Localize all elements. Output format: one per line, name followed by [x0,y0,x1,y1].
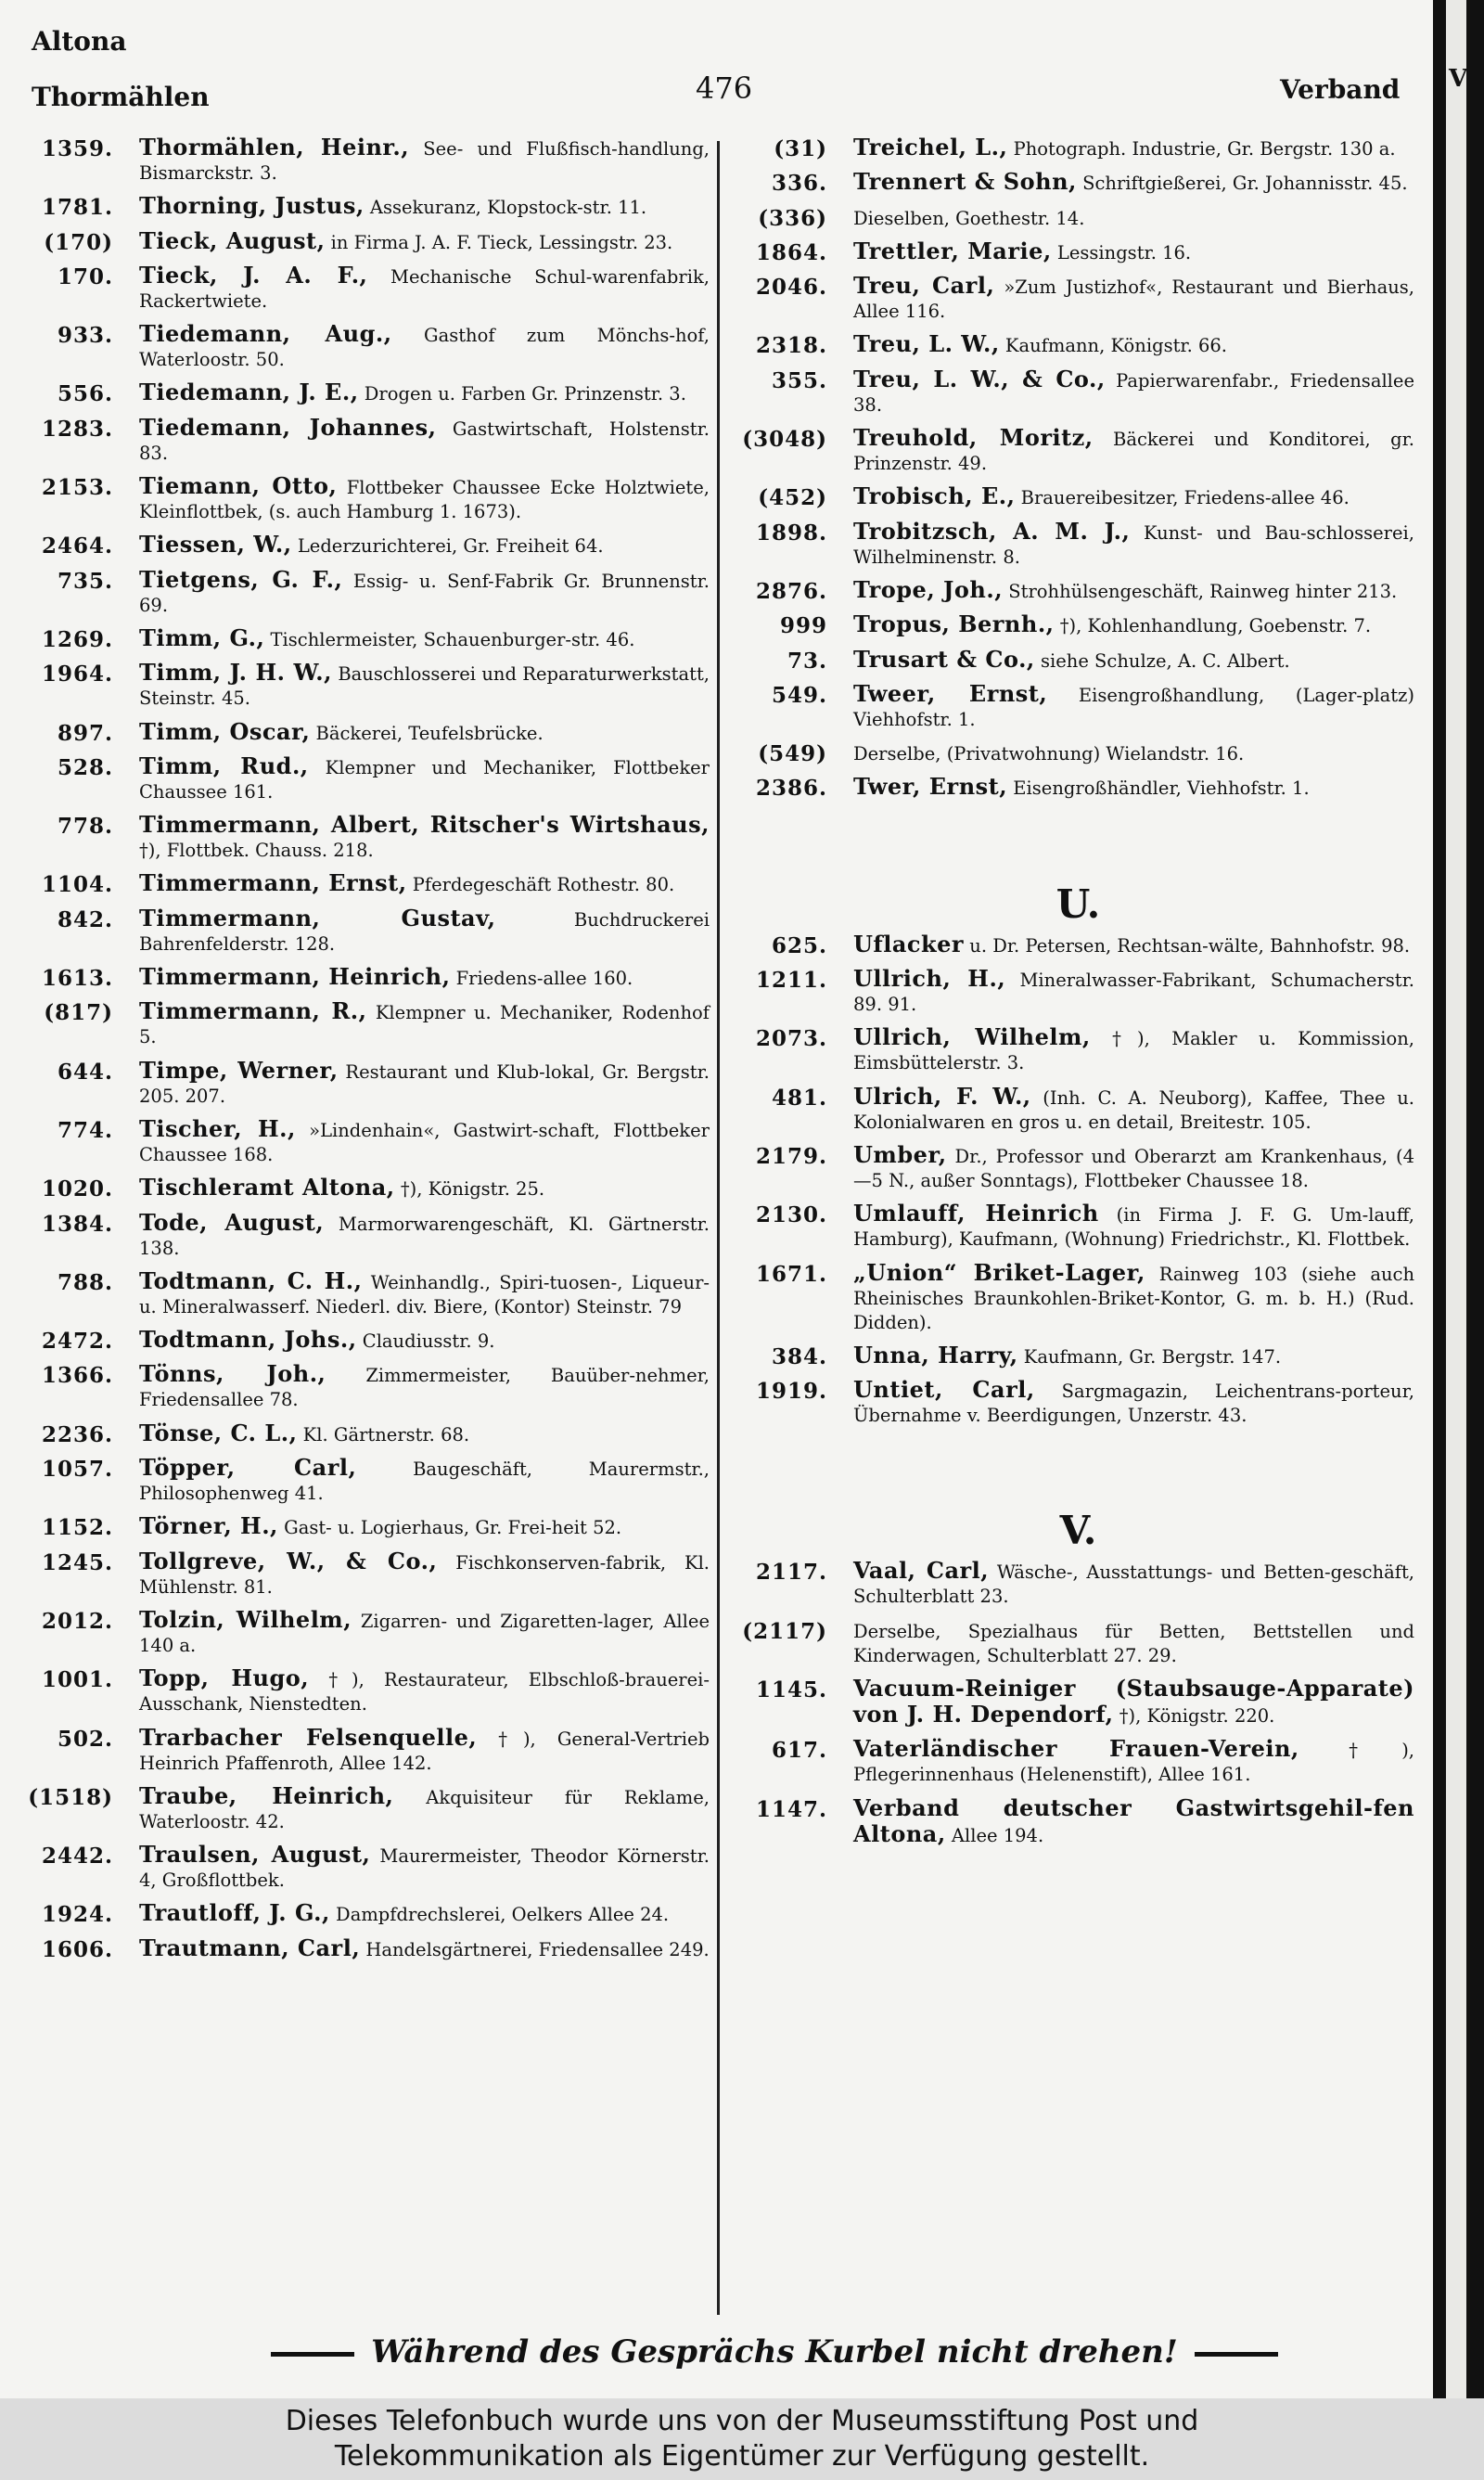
phone-number: 502. [57,1726,113,1752]
subscriber-details: Sargmagazin, Leichentrans-porteur, Übernahme v. Beerdigungen, Unzerstr. 43. [853,1381,1414,1427]
subscriber-name: Törner, H., [139,1512,278,1540]
directory-entry [742,205,1414,231]
subscriber-details: Handelsgärtnerei, Friedensallee 249. [360,1938,710,1960]
subscriber-details: †), Makler u. Kommission, Eimsbüttelerstr. 3. [853,1028,1414,1074]
phone-number: 1613. [41,966,113,992]
subscriber-details: †), General-Vertrieb Heinrich Pfaffenroth, Allee 142. [139,1728,710,1774]
subscriber-details: u. Dr. Petersen, Rechtsan-wälte, Bahnhofstr. 98. [964,934,1411,957]
phone-number: 2046. [755,275,827,301]
directory-entry [742,932,1414,958]
subscriber-details: Lessingstr. 16. [1051,241,1192,263]
page-number: 476 [696,71,753,106]
directory-entry [28,1514,710,1540]
subscriber-name: Treuhold, Moritz, [853,424,1094,452]
phone-number: 735. [57,568,113,594]
directory-entry [28,717,710,746]
subscriber-name: Treu, Carl, [853,272,995,300]
subscriber-name: Tischer, H., [139,1114,296,1142]
phone-number: (1518) [28,1784,113,1810]
subscriber-details: in Firma J. A. F. Tieck, Lessingstr. 23. [325,231,673,253]
subscriber-details: Lederzurichterei, Gr. Freiheit 64. [291,535,604,558]
subscriber-name: Tieck, J. A. F., [139,261,368,289]
subscriber-name: Timmermann, Heinrich, [139,963,451,991]
phone-number: 2386. [755,776,827,802]
directory-entry [28,871,710,897]
directory-entry [742,1737,1414,1787]
phone-number: 481. [771,1085,827,1111]
subscriber-name: Vacuum-Reiniger (Staubsauge-Apparate) von J. H. Dependorf, [853,1675,1414,1728]
subscriber-details: Rainweg 103 (siehe auch Rheinisches Braunkohlen-Briket-Kontor, G. m. b. H.) (Rud. Didden). [853,1263,1414,1333]
subscriber-name: Timm, Oscar, [139,717,311,745]
phone-number: 528. [57,754,113,780]
adjacent-page-edge [1433,0,1484,2398]
subscriber-name: Tweer, Ernst, [853,679,1048,707]
directory-entry [742,1677,1414,1728]
subscriber-name: Trusart & Co., [853,645,1035,673]
phone-number: 384. [771,1343,827,1369]
ownership-note-line-1: Dieses Telefonbuch wurde uns von der Museumsstiftung Post und [285,2405,1199,2437]
directory-entry [28,474,710,524]
subscriber-details: Tischlermeister, Schauenburger-str. 46. [264,628,635,650]
directory-entry [28,1208,710,1261]
subscriber-details: Photograph. Industrie, Gr. Bergstr. 130 a. [1007,138,1396,160]
directory-entry [742,1201,1414,1252]
subscriber-details: Eisengroßhändler, Viehhofstr. 1. [1007,777,1310,800]
phone-number: 355. [771,367,827,393]
phone-number: (817) [44,1000,113,1026]
directory-entry [742,517,1414,570]
subscriber-name: Umber, [853,1140,947,1168]
phone-number: 1924. [41,1902,113,1928]
banner-rule-left [271,2352,354,2357]
directory-entry [742,740,1414,766]
directory-entry [742,1082,1414,1135]
directory-entry [28,1421,710,1447]
subscriber-details: Gast- u. Logierhaus, Gr. Frei-heit 52. [277,1517,622,1539]
subscriber-details: See- und Flußfisch-handlung, Bismarckstr. 3. [139,138,710,184]
subscriber-details: Marmorwarengeschäft, Kl. Gärtnerstr. 138. [139,1213,710,1259]
left-column [28,135,710,1971]
directory-entry [742,645,1414,674]
directory-entry [742,775,1414,801]
subscriber-name: Tolzin, Wilhelm, [139,1605,352,1633]
directory-entry [28,194,710,220]
subscriber-name: Ullrich, H., [853,965,1006,993]
phone-number: 1104. [41,872,113,898]
phone-number: 2117. [755,1560,827,1586]
directory-entry [742,1559,1414,1609]
directory-entry [742,239,1414,265]
subscriber-details: Dieselben, Goethestr. 14. [853,207,1085,229]
subscriber-details: Allee 194. [945,1824,1044,1846]
phone-number: (3048) [742,427,827,453]
subscriber-details: Mechanische Schul-warenfabrik, Rackertwiete. [139,265,710,312]
directory-entry [28,813,710,863]
directory-entry [28,965,710,991]
subscriber-name: Timmermann, Albert, Ritscher's Wirtshaus, [139,811,710,839]
directory-entry [28,999,710,1049]
subscriber-details: Flottbeker Chaussee Ecke Holztwiete, Kleinflottbek, (s. auch Hamburg 1. 1673). [139,477,710,523]
subscriber-name: Trettler, Marie, [853,237,1052,264]
subscriber-details: Klempner und Mechaniker, Flottbeker Chaussee 161. [139,756,710,803]
subscriber-name: Tischleramt Altona, [139,1174,395,1201]
phone-number: 2012. [41,1608,113,1634]
subscriber-details: Dr., Professor und Oberarzt am Krankenhaus, (4—5 N., außer Sonntags), Flottbeker Chaussee 18. [853,1145,1414,1191]
subscriber-details: Fischkonserven-fabrik, Kl. Mühlenstr. 81. [139,1551,710,1598]
directory-entry [742,1618,1414,1668]
subscriber-name: Vaal, Carl, [853,1557,990,1585]
directory-entry [742,1793,1414,1848]
subscriber-name: Tiedemann, Johannes, [139,413,437,441]
subscriber-name: Timmermann, R., [139,997,367,1025]
subscriber-details: Brauereibesitzer, Friedens-allee 46. [1015,487,1350,509]
phone-number: 1898. [755,520,827,546]
subscriber-name: Ullrich, Wilhelm, [853,1023,1091,1051]
directory-entry [28,263,710,314]
subscriber-details: Zigarren- und Zigaretten-lager, Allee 140 a. [139,1610,710,1656]
directory-entry [28,1723,710,1776]
directory-entry [28,135,710,186]
subscriber-name: Traube, Heinrich, [139,1781,394,1809]
subscriber-details: †), Kohlenhandlung, Goebenstr. 7. [1054,615,1372,637]
subscriber-details: siehe Schulze, A. C. Albert. [1034,649,1290,672]
subscriber-name: Timmermann, Gustav, [139,904,496,932]
phone-number: 2073. [755,1026,827,1052]
subscriber-details: Bäckerei und Konditorei, gr. Prinzenstr. 49. [853,429,1414,475]
subscriber-name: Vaterländischer Frauen-Verein, [853,1735,1299,1763]
directory-entry [28,226,710,255]
phone-number: 2236. [41,1421,113,1447]
directory-entry [742,135,1414,161]
directory-entry [742,367,1414,418]
phone-number: 1671. [755,1261,827,1287]
subscriber-name: Timm, Rud., [139,752,309,779]
section-letter: V. [1059,1508,1097,1554]
subscriber-name: Traulsen, August, [139,1841,371,1869]
subscriber-name: Thormählen, Heinr., [139,134,410,161]
phone-number: 2876. [755,578,827,604]
ownership-note [0,2398,1484,2480]
subscriber-name: Tode, August, [139,1208,325,1236]
subscriber-details: †), Pflegerinnenhaus (Helenenstift), Allee 161. [853,1740,1414,1786]
phone-number: 2130. [755,1202,827,1228]
adjacent-page-letter: V [1449,65,1468,93]
phone-number: 999 [779,613,827,639]
phone-number: (31) [774,136,827,161]
directory-entry [28,380,710,406]
subscriber-name: Tiedemann, Aug., [139,320,392,348]
directory-entry [742,332,1414,358]
directory-entry [28,661,710,711]
subscriber-details: Klempner u. Mechaniker, Rodenhof 5. [139,1002,710,1048]
subscriber-details: (Inh. C. A. Neuborg), Kaffee, Thee u. Kolonialwaren en gros u. en detail, Breitestr. 105. [853,1086,1414,1133]
subscriber-name: Tieck, August, [139,226,326,254]
directory-entry [742,274,1414,324]
footer-banner [130,2329,1419,2375]
directory-entry [28,413,710,466]
subscriber-name: Verband deutscher Gastwirtsgehil-fen Altona, [853,1793,1414,1847]
subscriber-name: Tönns, Joh., [139,1360,326,1388]
subscriber-details: Restaurant und Klub-lokal, Gr. Bergstr. 205. 207. [139,1060,710,1107]
subscriber-name: Timmermann, Ernst, [139,869,407,897]
subscriber-name: Trennert & Sohn, [853,168,1077,196]
subscriber-name: Trope, Joh., [853,575,1004,603]
subscriber-details: Derselbe, (Privatwohnung) Wielandstr. 16. [853,743,1245,765]
directory-entry [742,1258,1414,1335]
phone-number: 617. [771,1738,827,1764]
directory-entry [28,754,710,804]
header-last-name: Verband [1280,74,1401,105]
phone-number: 625. [771,932,827,958]
subscriber-details: Pferdegeschäft Rothestr. 80. [406,874,675,896]
phone-number: 170. [57,263,113,289]
subscriber-name: Tiessen, W., [139,531,292,559]
subscriber-name: Trautloff, J. G., [139,1899,330,1927]
subscriber-details: Essig- u. Senf-Fabrik Gr. Brunnenstr. 69. [139,570,710,616]
phone-number: (336) [758,205,827,231]
phone-number: 897. [57,720,113,746]
subscriber-details: Mineralwasser-Fabrikant, Schumacherstr. 89. 91. [853,970,1414,1016]
subscriber-name: Tiemann, Otto, [139,472,338,500]
directory-entry [28,623,710,652]
directory-entry [742,1343,1414,1369]
phone-number: 1919. [755,1379,827,1405]
subscriber-name: Tiedemann, J. E., [139,379,359,406]
subscriber-name: Ulrich, F. W., [853,1082,1031,1110]
phone-number: 73. [787,648,827,674]
subscriber-name: Trobitzsch, A. M. J., [853,517,1131,545]
column-divider [717,141,720,2315]
subscriber-details: Dampfdrechslerei, Oelkers Allee 24. [329,1904,670,1926]
phone-number: 1384. [41,1211,113,1237]
phone-number: 549. [771,682,827,708]
directory-entry [742,170,1414,196]
subscriber-details: Bäckerei, Teufelsbrücke. [310,722,544,744]
subscriber-details: †), Restaurateur, Elbschloß-brauerei-Ausschank, Nienstedten. [139,1669,710,1715]
section-gap [742,810,1414,877]
phone-number: 1781. [41,195,113,221]
subscriber-details: Zimmermeister, Bauüber-nehmer, Friedensallee 78. [139,1365,710,1411]
directory-entry [28,1936,710,1962]
subscriber-details: Drogen u. Farben Gr. Prinzenstr. 3. [358,383,686,405]
adjacent-page-strip [1446,0,1466,2398]
right-column [742,135,1414,1857]
subscriber-details: Bauschlosserei und Reparaturwerkstatt, Steinstr. 45. [139,663,710,710]
phone-number: 1147. [755,1796,827,1822]
subscriber-name: Treu, L. W., & Co., [853,365,1106,392]
directory-entry [28,1605,710,1658]
subscriber-details: Assekuranz, Klopstock-str. 11. [364,197,647,219]
phone-number: 1001. [41,1667,113,1693]
phone-number: 778. [57,814,113,840]
directory-entry [28,906,710,957]
phone-number: (2117) [742,1618,827,1644]
directory-entry [742,1140,1414,1193]
directory-entry [28,1328,710,1354]
subscriber-details: Eisengroßhandlung, (Lager-platz) Viehhofstr. 1. [853,684,1415,730]
subscriber-details: †), Flottbek. Chauss. 218. [139,840,374,862]
subscriber-name: Todtmann, Johs., [139,1326,357,1354]
directory-entry [28,1056,710,1109]
directory-entry [28,1781,710,1834]
directory-entry [28,1176,710,1201]
directory-entry [742,1378,1414,1428]
phone-number: 2179. [755,1143,827,1169]
phone-number: (549) [758,741,827,767]
phone-number: 1366. [41,1363,113,1389]
subscriber-name: Todtmann, C. H., [139,1266,363,1294]
subscriber-details: Claudiusstr. 9. [356,1330,495,1353]
phone-number: (170) [44,229,113,255]
phone-number: 556. [57,381,113,407]
subscriber-name: Tietgens, G. F., [139,565,343,593]
subscriber-name: „Union“ Briket-Lager, [853,1258,1145,1286]
directory-entry [28,565,710,618]
subscriber-name: Twer, Ernst, [853,773,1008,801]
phone-number: 2153. [41,475,113,501]
phone-number: 1864. [755,239,827,265]
phone-number: 1606. [41,1936,113,1962]
phone-number: 2442. [41,1844,113,1870]
subscriber-details: Kaufmann, Königstr. 66. [999,335,1227,357]
section-letter: U. [1055,880,1101,927]
subscriber-name: Topp, Hugo, [139,1664,310,1692]
phone-number: 2464. [41,533,113,559]
phone-number: 1020. [41,1176,113,1202]
subscriber-details: (in Firma J. F. G. Um-lauff, Hamburg), Kaufmann, (Wohnung) Friedrichstr., Kl. Flottbek. [853,1204,1415,1251]
directory-entry [28,1843,710,1893]
ownership-note-line-2: Telekommunikation als Eigentümer zur Verfügung gestellt. [334,2440,1150,2473]
directory-entry [28,322,710,372]
directory-entry [742,679,1415,732]
subscriber-name: Trautmann, Carl, [139,1934,361,1961]
subscriber-name: Timm, J. H. W., [139,659,332,687]
subscriber-details: Schriftgießerei, Gr. Johannisstr. 45. [1076,173,1408,195]
phone-number: 1057. [41,1457,113,1483]
subscriber-details: Kaufmann, Gr. Bergstr. 147. [1017,1345,1282,1368]
directory-entry [742,1025,1414,1075]
header-city: Altona [32,26,127,57]
subscriber-name: Töpper, Carl, [139,1454,357,1482]
phone-number: 1152. [41,1515,113,1541]
directory-entry [28,533,710,559]
directory-entry [28,1114,710,1167]
phone-number: (452) [758,485,827,511]
phone-number: 842. [57,906,113,932]
subscriber-details: Akquisiteur für Reklame, Waterloostr. 42. [139,1786,710,1832]
subscriber-details: Kunst- und Bau-schlosserei, Wilhelminenstr. 8. [853,521,1414,568]
subscriber-details: Gasthof zum Mönchs-hof, Waterloostr. 50. [139,325,710,371]
directory-entry [28,1266,710,1319]
subscriber-name: Timm, G., [139,623,265,651]
phone-number: 2472. [41,1329,113,1355]
directory-entry [742,426,1414,476]
directory-entry [742,575,1414,604]
subscriber-details: Derselbe, Spezialhaus für Betten, Bettstellen und Kinderwagen, Schulterblatt 27. 29. [853,1620,1414,1666]
subscriber-name: Treu, L. W., [853,330,1000,358]
subscriber-name: Tönse, C. L., [139,1419,298,1446]
phone-number: 1359. [41,136,113,161]
phone-number: 933. [57,323,113,349]
subscriber-name: Trarbacher Felsenquelle, [139,1723,478,1751]
phone-number: 1283. [41,416,113,442]
subscriber-details: Weinhandlg., Spiri-tuosen-, Liqueur- u. Mineralwasserf. Niederl. div. Biere, (Kontor) Steinstr. 79 [139,1271,710,1317]
subscriber-details: †), Königstr. 220. [1113,1705,1275,1728]
directory-entry [28,1362,710,1412]
subscriber-details: Strohhülsengeschäft, Rainweg hinter 213. [1003,580,1398,602]
phone-number: 1269. [41,626,113,652]
subscriber-name: Treichel, L., [853,134,1008,161]
subscriber-details: Buchdruckerei Bahrenfelderstr. 128. [139,908,710,955]
subscriber-name: Uflacker [853,930,965,957]
banner-rule-right [1195,2352,1278,2357]
subscriber-details: Papierwarenfabr., Friedensallee 38. [853,369,1414,416]
subscriber-name: Umlauff, Heinrich [853,1200,1099,1227]
header-first-name: Thormählen [32,82,210,112]
phone-number: 644. [57,1059,113,1085]
subscriber-details: Baugeschäft, Maurermstr., Philosophenweg 41. [139,1458,710,1505]
subscriber-name: Tropus, Bernh., [853,610,1055,638]
directory-entry [742,967,1414,1017]
phone-number: 336. [771,171,827,197]
directory-entry [28,1456,710,1506]
subscriber-name: Unna, Harry, [853,1341,1018,1368]
subscriber-name: Tollgreve, W., & Co., [139,1547,438,1574]
phone-number: 2318. [755,333,827,359]
subscriber-details: »Lindenhain«, Gastwirt-schaft, Flottbeker Chaussee 168. [139,1119,710,1165]
directory-entry [28,1901,710,1927]
footer-banner-text: Während des Gesprächs Kurbel nicht drehen! [371,2333,1178,2371]
subscriber-details: Friedens-allee 160. [450,968,633,990]
phone-number: 1211. [755,968,827,994]
phone-number: 1964. [41,662,113,687]
subscriber-name: Untiet, Carl, [853,1376,1035,1404]
subscriber-name: Timpe, Werner, [139,1056,339,1084]
directory-entry [28,1549,710,1600]
subscriber-details: Gastwirtschaft, Holstenstr. 83. [139,418,710,464]
directory-entry [28,1666,710,1716]
section-gap [742,1436,1414,1503]
subscriber-name: Trobisch, E., [853,482,1016,510]
subscriber-details: †), Königstr. 25. [394,1178,545,1201]
subscriber-details: »Zum Justizhof«, Restaurant und Bierhaus, Allee 116. [853,276,1414,323]
directory-entry [742,612,1414,638]
phone-number: 788. [57,1269,113,1295]
phone-number: 1145. [755,1677,827,1703]
directory-entry [742,484,1414,510]
phone-number: 774. [57,1117,113,1143]
subscriber-name: Thorning, Justus, [139,192,365,220]
phone-number: 1245. [41,1549,113,1575]
subscriber-details: Maurermeister, Theodor Körnerstr. 4, Großflottbek. [139,1845,710,1892]
subscriber-details: Wäsche-, Ausstattungs- und Betten-geschäft, Schulterblatt 23. [853,1561,1414,1608]
subscriber-details: Kl. Gärtnerstr. 68. [297,1423,470,1446]
